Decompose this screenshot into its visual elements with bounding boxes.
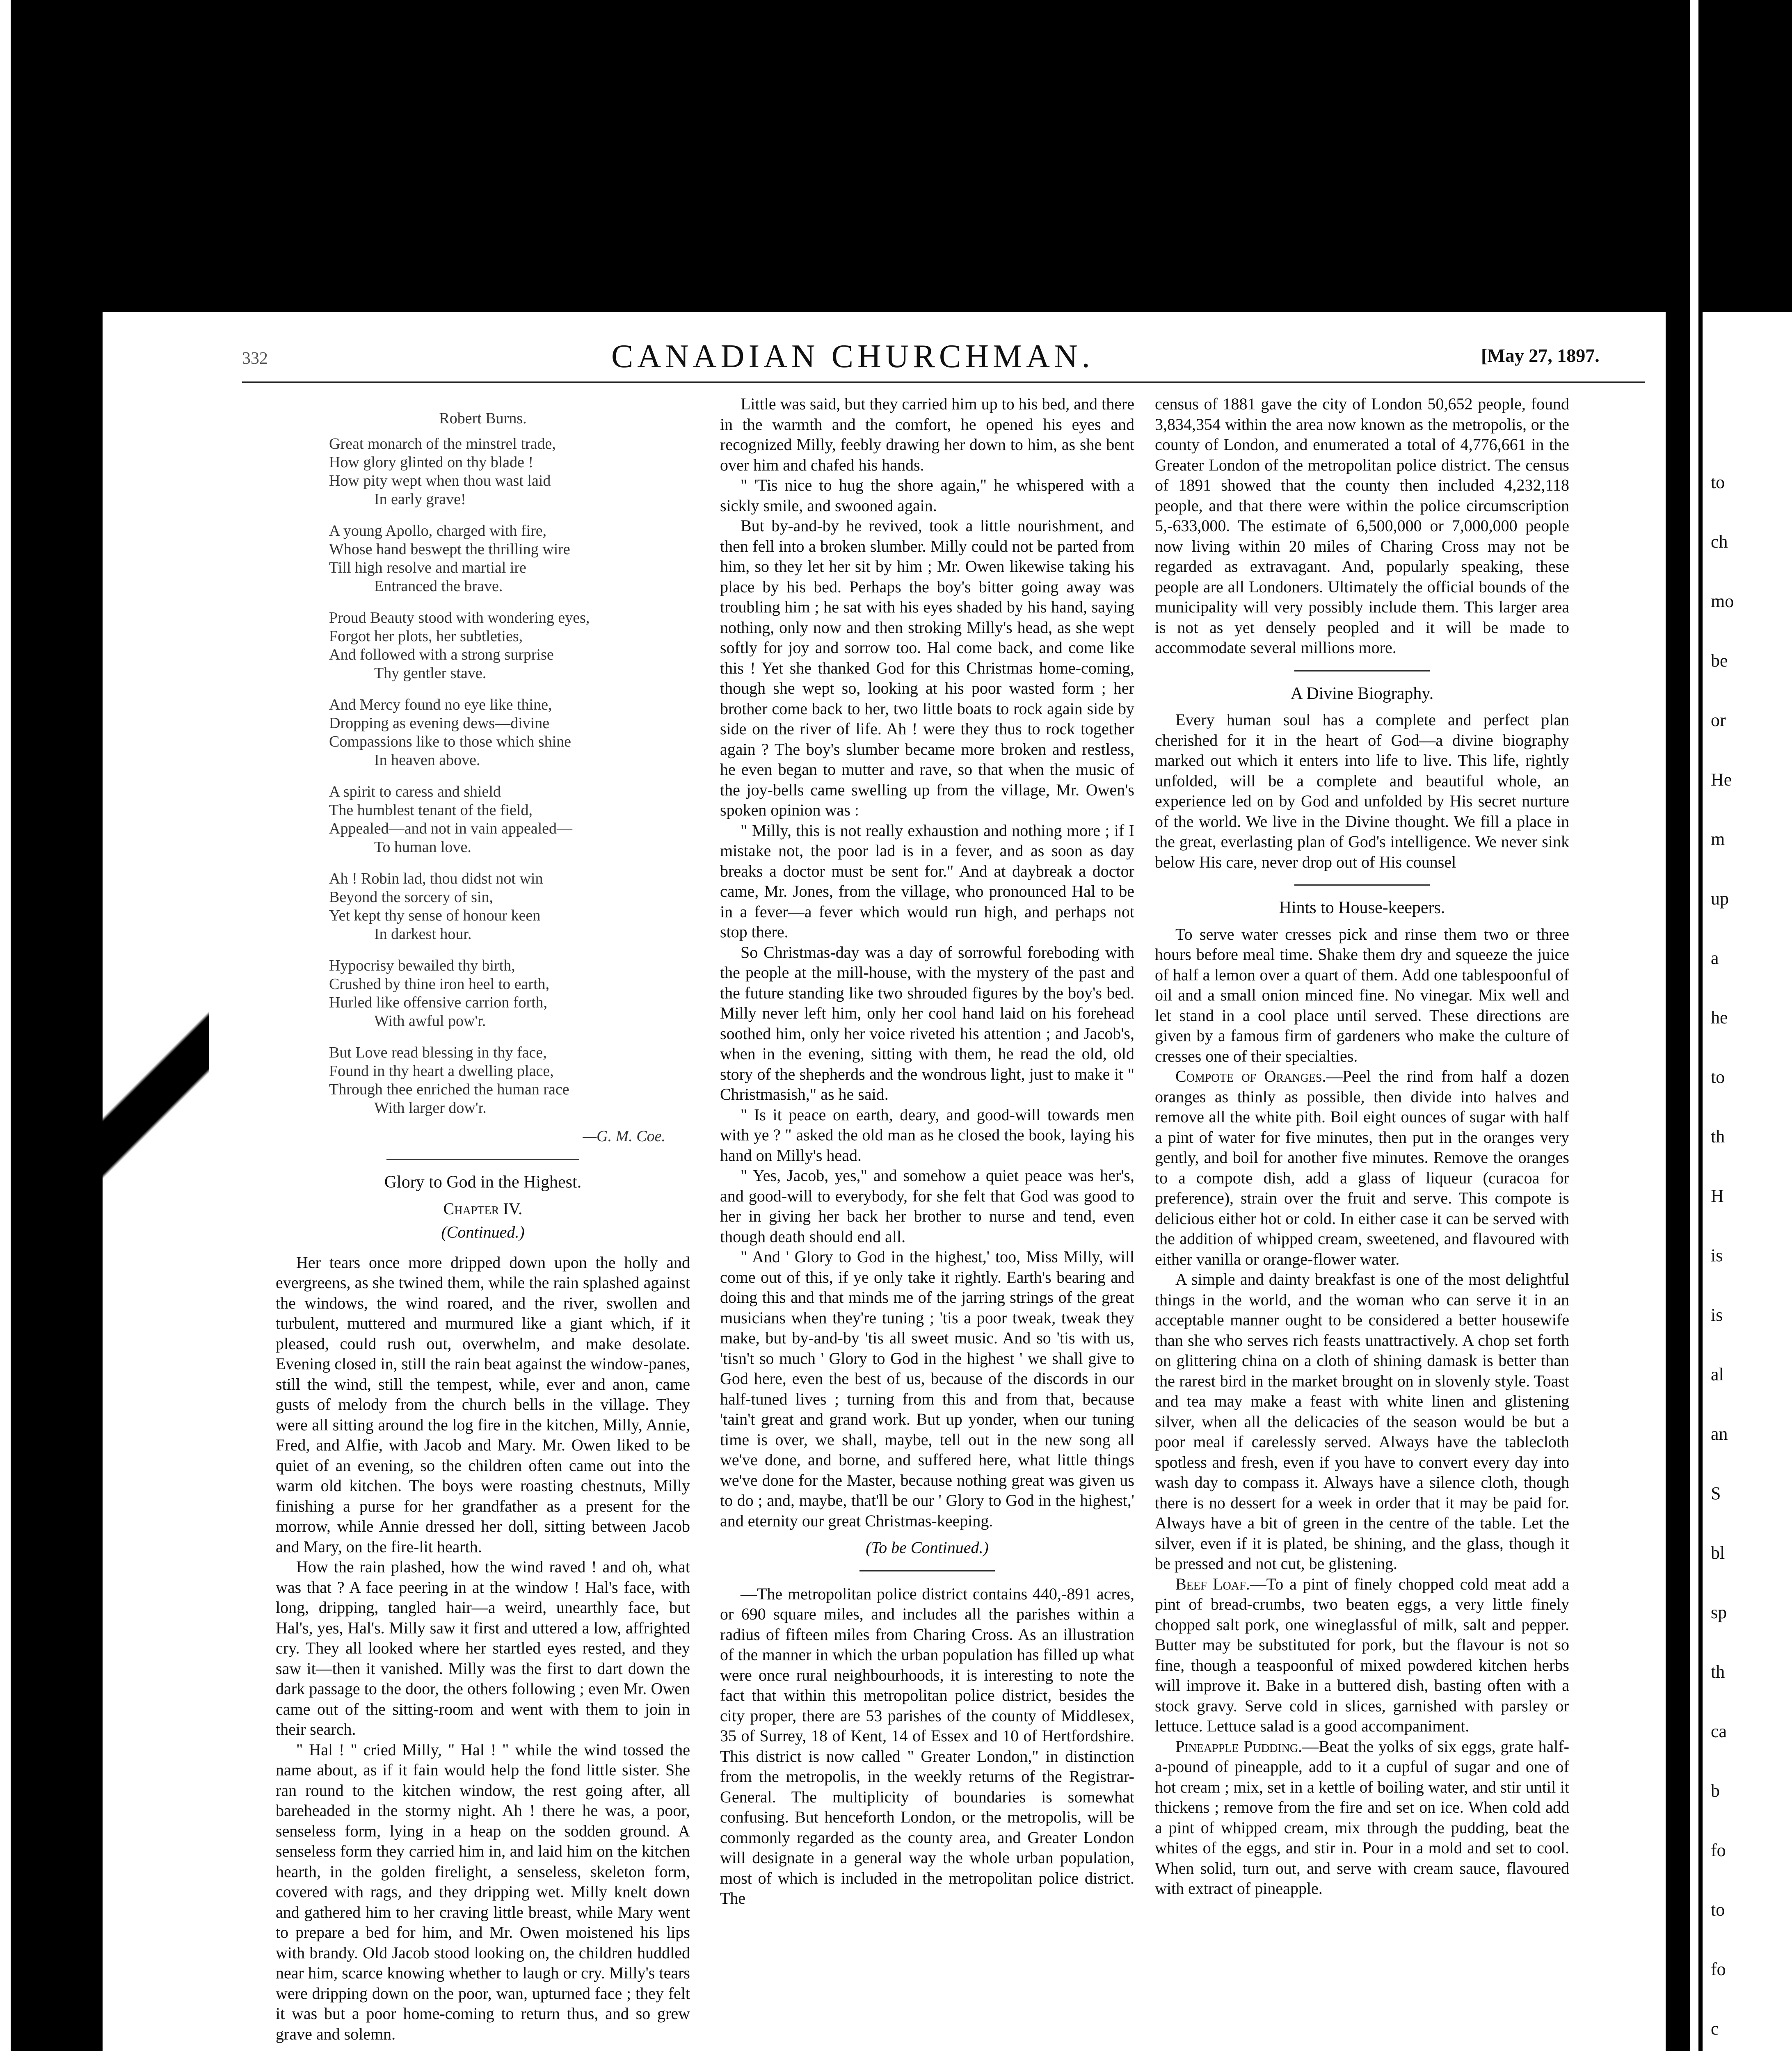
adjacent-text-fragment: ca: [1711, 1721, 1727, 1741]
adjacent-text-fragment: bl: [1711, 1543, 1725, 1563]
adjacent-text-fragment: mo: [1711, 591, 1734, 611]
beef-loaf-label: Beef Loaf.: [1175, 1574, 1250, 1593]
story-paragraph: How the rain plashed, how the wind raved ! and oh, what was that ? A face peering in at the window ! Hal's face, with long, dripping, tangled hair—a weird, unearthly face, but Hal's, yes, Hal's. Milly saw it first and uttered a low, affrighted cry. They all looked where her startled eyes rested, and they saw it—then it vanished. Milly was the first to dart down the dark passage to the door, the others following ; even Mr. Owen came out of the sitting-room and went with them to join in their search.: [276, 1558, 690, 1738]
poem-line: Through thee enriched the human race: [329, 1080, 569, 1098]
scanner-shadow: [103, 927, 209, 1296]
poem-line: The humblest tenant of the field,: [329, 801, 533, 819]
poem-line: Whose hand beswept the thrilling wire: [329, 540, 570, 558]
adjacent-text-fragment: is: [1711, 1245, 1723, 1265]
poem-line: Forgot her plots, her subtleties,: [329, 627, 523, 645]
section-divider: [859, 1570, 995, 1571]
poem-stanza: [329, 957, 690, 1030]
adjacent-text-fragment: or: [1711, 710, 1726, 730]
to-be-continued: (To be Continued.): [866, 1538, 989, 1557]
poem-line: Dropping as evening dews—divine: [329, 714, 550, 732]
story-paragraph: " Yes, Jacob, yes," and somehow a quiet peace was her's, and good-will to everybody, for she felt that God was good to her in giving her back her brother to nurse and tend, even though death should end all.: [720, 1166, 1134, 1246]
pineapple-label: Pineapple Pudding.: [1175, 1737, 1303, 1756]
poem-line: To human love.: [374, 838, 471, 856]
section-divider: [1294, 670, 1430, 671]
adjacent-text-fragment: an: [1711, 1424, 1728, 1444]
adjacent-text-fragment: ch: [1711, 532, 1728, 552]
adjacent-text-fragment: to: [1711, 472, 1725, 492]
adjacent-text-fragment: to: [1711, 1067, 1725, 1087]
adjacent-text-fragment: to: [1711, 1900, 1725, 1920]
adjacent-text-fragment: S: [1711, 1483, 1721, 1503]
column-2: [720, 394, 1134, 1909]
story-paragraph: " Milly, this is not really exhaustion and nothing more ; if I mistake not, the poor lad is in a fever, and as soon as day breaks a doctor must be sent for." And at daybreak a doctor came, Mr. Jones, from the village, who pronounced Hal to be in a fever—a fever which would run high, and perhaps not stop there.: [720, 821, 1134, 941]
adjacent-text-fragment: He: [1711, 770, 1732, 790]
adjacent-text-fragment: is: [1711, 1305, 1723, 1325]
poem-line: And Mercy found no eye like thine,: [329, 696, 552, 713]
poem-line: Till high resolve and martial ire: [329, 559, 526, 576]
story-paragraph: " And ' Glory to God in the highest,' too, Miss Milly, will come out of this, if ye only take it rightly. Earth's bearing and doing this and that minds me of the jarring strings of the great musicians when they're tuning ; 'tis a poor tweak, tweak they make, but by-and-by 'tis all sweet music. And so 'tis with us, 'tisn't so much ' Glory to God in the highest ' we shall give to God here, even the best of us, because of the discords in our half-tuned lives ; turning from this and from that, because 'tain't great and grand work. But up yonder, when our tuning time is over, we shall, maybe, tell out in the new song all we've done, and borne, and suffered here, what little things we've done for the Master, because nothing great was given us to do ; and, maybe, that'll be our ' Glory to God in the highest,' and eternity our great Christmas-keeping.: [720, 1247, 1134, 1530]
poem-line: A young Apollo, charged with fire,: [329, 522, 547, 539]
story-paragraph: But by-and-by he revived, took a little nourishment, and then fell into a broken slumber. Milly could not be parted from him, so they let her sit by him ; Mr. Owen likewise taking his place by his bed. Perhaps the boy's bitter going away was troubling him ; he sat with his eyes shaded by his hand, saying nothing, only now and then stroking Milly's head, as she wept softly for joy and sorrow too. Hal come back, and come like this ! Yet she thanked God for this Christmas home-coming, though she wept so, looking at his poor wasted form ; her brother come back to her, two little boats to rock again side by side on the river of life. Ah ! were they thus to rock together again ? The boy's slumber became more broken and restless, he even began to mutter and rave, so that when the music of the joy-bells came swelling up from the village, Mr. Owen's spoken opinion was :: [720, 516, 1134, 819]
poem-stanza: [329, 1044, 690, 1117]
adjacent-text-fragment: a: [1711, 948, 1719, 968]
section-divider: [386, 1159, 579, 1160]
divine-biography-title: A Divine Biography.: [1290, 684, 1434, 703]
poem-stanza: [329, 783, 690, 856]
police-district-continued: census of 1881 gave the city of London 50,652 people, found 3,834,354 within the area now known as the metropolis, or the county of London, and enumerated a total of 4,776,661 in the Greater London of the metropolitan police district. The census of 1891 showed that the county then included 4,232,118 people, and that there were within the police circumscription 5,-633,000. The estimate of 6,500,000 or 7,000,000 people now living within 20 miles of Charing Cross may not be regarded as extravagant. And, popularly speaking, these people are all Londoners. Ultimately the official bounds of the municipality will very possibly include them. This larger area is not as yet densely peopled and it will be made to accommodate several millions more.: [1155, 395, 1569, 657]
poem-line: But Love read blessing in thy face,: [329, 1044, 547, 1061]
poem-line: How glory glinted on thy blade !: [329, 453, 534, 471]
poem-line: Thy gentler stave.: [374, 664, 487, 682]
story-paragraph: Her tears once more dripped down upon the holly and evergreens, as she twined them, while the rain splashed against the windows, the wind roared, and the river, swollen and turbulent, muttered and murmured like a giant which, if it pleased, could rush out, overwhelm, and make desolate. Evening closed in, still the rain beat against the window-panes, still the wind, still the tempest, while, ever and anon, came gusts of melody from the church bells in the village. They were all sitting around the log fire in the kitchen, Milly, Annie, Fred, and Alfie, with Jacob and Mary. Mr. Owen liked to be quiet of an evening, so the children often came out into the warm old kitchen. The boys were roasting chestnuts, Milly finishing a purse for her grandfather as a present for the morrow, while Annie dressed her doll, sitting between Jacob and Mary, on the fire-lit hearth.: [276, 1253, 690, 1556]
poem-stanza: [329, 609, 690, 683]
adjacent-text-fragment: b: [1711, 1781, 1720, 1801]
poem-line: Hypocrisy bewailed thy birth,: [329, 957, 515, 974]
poem-stanza: [329, 696, 690, 770]
poem-line: With larger dow'r.: [374, 1099, 487, 1117]
pineapple-text: —Beat the yolks of six eggs, grate half-a-pound of pineapple, add to it a cupful of sugar and one of hot cream ; mix, set in a kettle of boiling water, and stir until it thickens ; remove from the fire and set on ice. When cold add a pint of whipped cream, mix through the pudding, beat the whites of the eggs, and stir in. Pour in a mold and set to cool. When solid, turn out, and serve with cream sauce, flavoured with extract of pineapple.: [1155, 1737, 1569, 1898]
poem-body: [276, 435, 690, 1117]
page-header: [103, 328, 1666, 373]
poem-stanza: [329, 870, 690, 943]
story-paragraph: " Is it peace on earth, deary, and good-will towards men with ye ? " asked the old man as he closed the book, laying his hand on Milly's head.: [720, 1105, 1134, 1165]
story-title: Glory to God in the Highest.: [384, 1173, 582, 1192]
poem-line: Beyond the sorcery of sin,: [329, 888, 493, 906]
right-film-edge: [1690, 0, 1698, 2051]
beef-loaf-text: —To a pint of finely chopped cold meat add a pint of bread-crumbs, two beaten eggs, a very little finely chopped salt pork, one wineglassful of milk, salt and pepper. Butter may be substituted for pork, but the flavour is not so fine, though a teaspoonful of mixed powdered kitchen herbs will improve it. Bake in a buttered dish, basting often with a stock gravy. Serve cold in slices, garnished with parsley or lettuce. Lettuce salad is a good accompaniment.: [1155, 1574, 1570, 1735]
compote-text: —Peel the rind from half a dozen oranges as thinly as possible, then divide into halves and remove all the white pith. Boil eight ounces of sugar with half a pint of water for five minutes, then put in the oranges very gently, and boil for another five minutes. Remove the oranges to a compote dish, add a glass of liqueur (curacoa for preference), strain over the fruit and serve. This compote is delicious either hot or cold. In either case it can be served with the addition of whipped cream, sweetened, and flavoured with either vanilla or orange-flower water.: [1155, 1067, 1569, 1268]
adjacent-page-fragment: [1703, 312, 1792, 2051]
poem-line: Great monarch of the minstrel trade,: [329, 435, 556, 452]
story-paragraph: Little was said, but they carried him up to his bed, and there in the warmth and the comfort, he opened his eyes and recognized Milly, feebly drawing her down to him, as she bent over him and chafed his hands.: [720, 395, 1134, 474]
column-3: [1155, 394, 1569, 1899]
poem-line: Ah ! Robin lad, thou didst not win: [329, 870, 543, 887]
adjacent-text-fragment: th: [1711, 1126, 1725, 1147]
header-rule: [242, 381, 1645, 383]
poem-line: In darkest hour.: [374, 925, 472, 943]
poem-title: Robert Burns.: [439, 410, 527, 427]
masthead: CANADIAN CHURCHMAN.: [611, 338, 1094, 375]
poem-line: Appealed—and not in vain appealed—: [329, 820, 573, 837]
adjacent-text-fragment: c: [1711, 2019, 1719, 2039]
story-paragraph: " Hal ! " cried Milly, " Hal ! " while the wind tossed the name about, as if it fain would help the fond little sister. She ran round to the kitchen window, the rest going after, all bareheaded in the stormy night. Ah ! there he was, a poor, senseless form, lying in a heap on the sodden ground. A senseless form they carried him in, and laid him on the kitchen hearth, in the golden firelight, a senseless, skeleton form, covered with rags, and they dripping wet. Milly knelt down and gathered him to her craving little breast, while Mary went to prepare a bed for him, and Mr. Owen moistened his lips with brandy. Old Jacob stood looking on, the children huddled near him, scarce knowing whether to laugh or cry. Milly's tears were dripping down on the poor, wan, upturned face ; they felt it was but a poor home-coming to return thus, and so grew grave and solemn.: [276, 1740, 690, 2043]
chapter-heading: Chapter IV.: [443, 1199, 523, 1218]
poem-line: In heaven above.: [374, 751, 480, 769]
poem-line: Crushed by thine iron heel to earth,: [329, 975, 550, 993]
story-paragraph: So Christmas-day was a day of sorrowful foreboding with the people at the mill-house, with the mystery of the past and the future standing like two shrouded figures by the boy's bed. Milly never left him, only her cool hand laid on his forehead soothed him, only her voice riveted his attention ; and Jacob's, when in the evening, sitting with them, he read the old, old story of the shepherds and the wondrous light, just to make it " Christmasish," as he said.: [720, 943, 1134, 1103]
newspaper-page: [103, 312, 1666, 2051]
poem-line: And followed with a strong surprise: [329, 646, 554, 663]
adjacent-text-fragment: be: [1711, 651, 1728, 671]
adjacent-text-fragment: he: [1711, 1007, 1728, 1028]
adjacent-text-fragment: up: [1711, 888, 1729, 909]
poem-signature: —G. M. Coe.: [583, 1127, 665, 1145]
adjacent-text-fragment: sp: [1711, 1602, 1727, 1622]
poem-line: With awful pow'r.: [374, 1012, 486, 1030]
adjacent-text-fragment: th: [1711, 1662, 1725, 1682]
divine-biography-text: Every human soul has a complete and perfect plan cherished for it in the heart of God—a divine biography marked out which it enters into life to live. This life, rightly unfolded, will be a complete and beautiful whole, an experience led on by God and unfolded by His secret nurture of the world. We live in the Divine thought. We fill a place in the great, everlasting plan of God's intelligence. We never sink below His care, never drop out of His counsel: [1155, 710, 1569, 871]
breakfast-paragraph: A simple and dainty breakfast is one of the most delightful things in the world, and the woman who can serve it in an acceptable manner ought to be considered a better housewife than she who serves rich feasts unattractively. A chop set forth on glittering china on a cloth of shining damask is better than the rarest bird in the market brought on in slovenly style. Toast and tea may make a feast with white linen and glistening silver, when all the delicacies of the season would be but a poor meal if carelessly served. Always have the tablecloth spotless and fresh, even if you have to convert every day into wash day to compass it. Always have a silence cloth, though there is no dessert for a week in order that it may be paid for. Always have a bit of green in the centre of the table. Let the silver, even if it is plated, be shining, and the glass, though it be pressed and not cut, be glistening.: [1155, 1270, 1569, 1573]
poem-line: Yet kept thy sense of honour keen: [329, 907, 541, 924]
poem-line: Entranced the brave.: [374, 577, 503, 595]
continued-note: (Continued.): [441, 1223, 525, 1241]
page-number: 332: [242, 349, 268, 368]
compote-recipe: [1155, 1066, 1569, 1269]
police-district-paragraph: —The metropolitan police district contains 440,-891 acres, or 690 square miles, and includes all the parishes within a radius of fifteen miles from Charing Cross. As an illustration of the manner in which the urban population has filled up what were once rural neighbourhoods, it is interesting to note the fact that within this metropolitan police district, besides the city proper, there are 53 parishes of the county of Middlesex, 35 of Surrey, 18 of Kent, 14 of Essex and 10 of Hertfordshire. This district is now called " Greater London," in distinction from the metropolis, in the weekly returns of the Registrar-General. The multiplicity of boundaries is somewhat confusing. But henceforth London, or the metropolis, will be commonly regarded as the county area, and Greater London will designate in a general way the whole urban population, most of which is included in the metropolitan police district. The: [720, 1584, 1134, 1907]
poem-line: Proud Beauty stood with wondering eyes,: [329, 609, 590, 626]
hints-intro: To serve water cresses pick and rinse them two or three hours before meal time. Shake them dry and squeeze the juice of half a lemon over a quart of them. Add one tablespoonful of oil and a small onion minced fine. No vinegar. Mix well and let stand in a cool place until served. These directions are given by a famous firm of gardeners who make the culture of cresses one of their specialties.: [1155, 925, 1569, 1065]
compote-label: Compote of Oranges.: [1175, 1067, 1326, 1085]
poem-stanza: [329, 522, 690, 596]
poem-line: In early grave!: [374, 490, 466, 508]
story-paragraph: " 'Tis nice to hug the shore again," he whispered with a sickly smile, and swooned again.: [720, 476, 1134, 515]
poem-line: Found in thy heart a dwelling place,: [329, 1062, 554, 1080]
poem-stanza: [329, 435, 690, 509]
adjacent-text-fragment: m: [1711, 829, 1725, 849]
left-film-edge: [0, 0, 11, 2051]
hints-title: Hints to House-keepers.: [1279, 898, 1445, 917]
section-divider: [1294, 884, 1430, 886]
poem-line: How pity wept when thou wast laid: [329, 472, 551, 489]
adjacent-text-fragment: H: [1711, 1186, 1724, 1206]
beef-loaf-recipe: [1155, 1574, 1569, 1736]
poem-line: Compassions like to those which shine: [329, 733, 571, 750]
adjacent-text-fragment: fo: [1711, 1840, 1726, 1860]
poem-line: A spirit to caress and shield: [329, 783, 501, 800]
adjacent-text-fragment: fo: [1711, 1959, 1726, 1979]
column-1: [276, 394, 690, 2044]
pineapple-pudding-recipe: [1155, 1736, 1569, 1899]
poem-line: Hurled like offensive carrion forth,: [329, 994, 548, 1011]
issue-date: [May 27, 1897.: [1481, 345, 1600, 366]
adjacent-text-fragment: al: [1711, 1364, 1724, 1384]
